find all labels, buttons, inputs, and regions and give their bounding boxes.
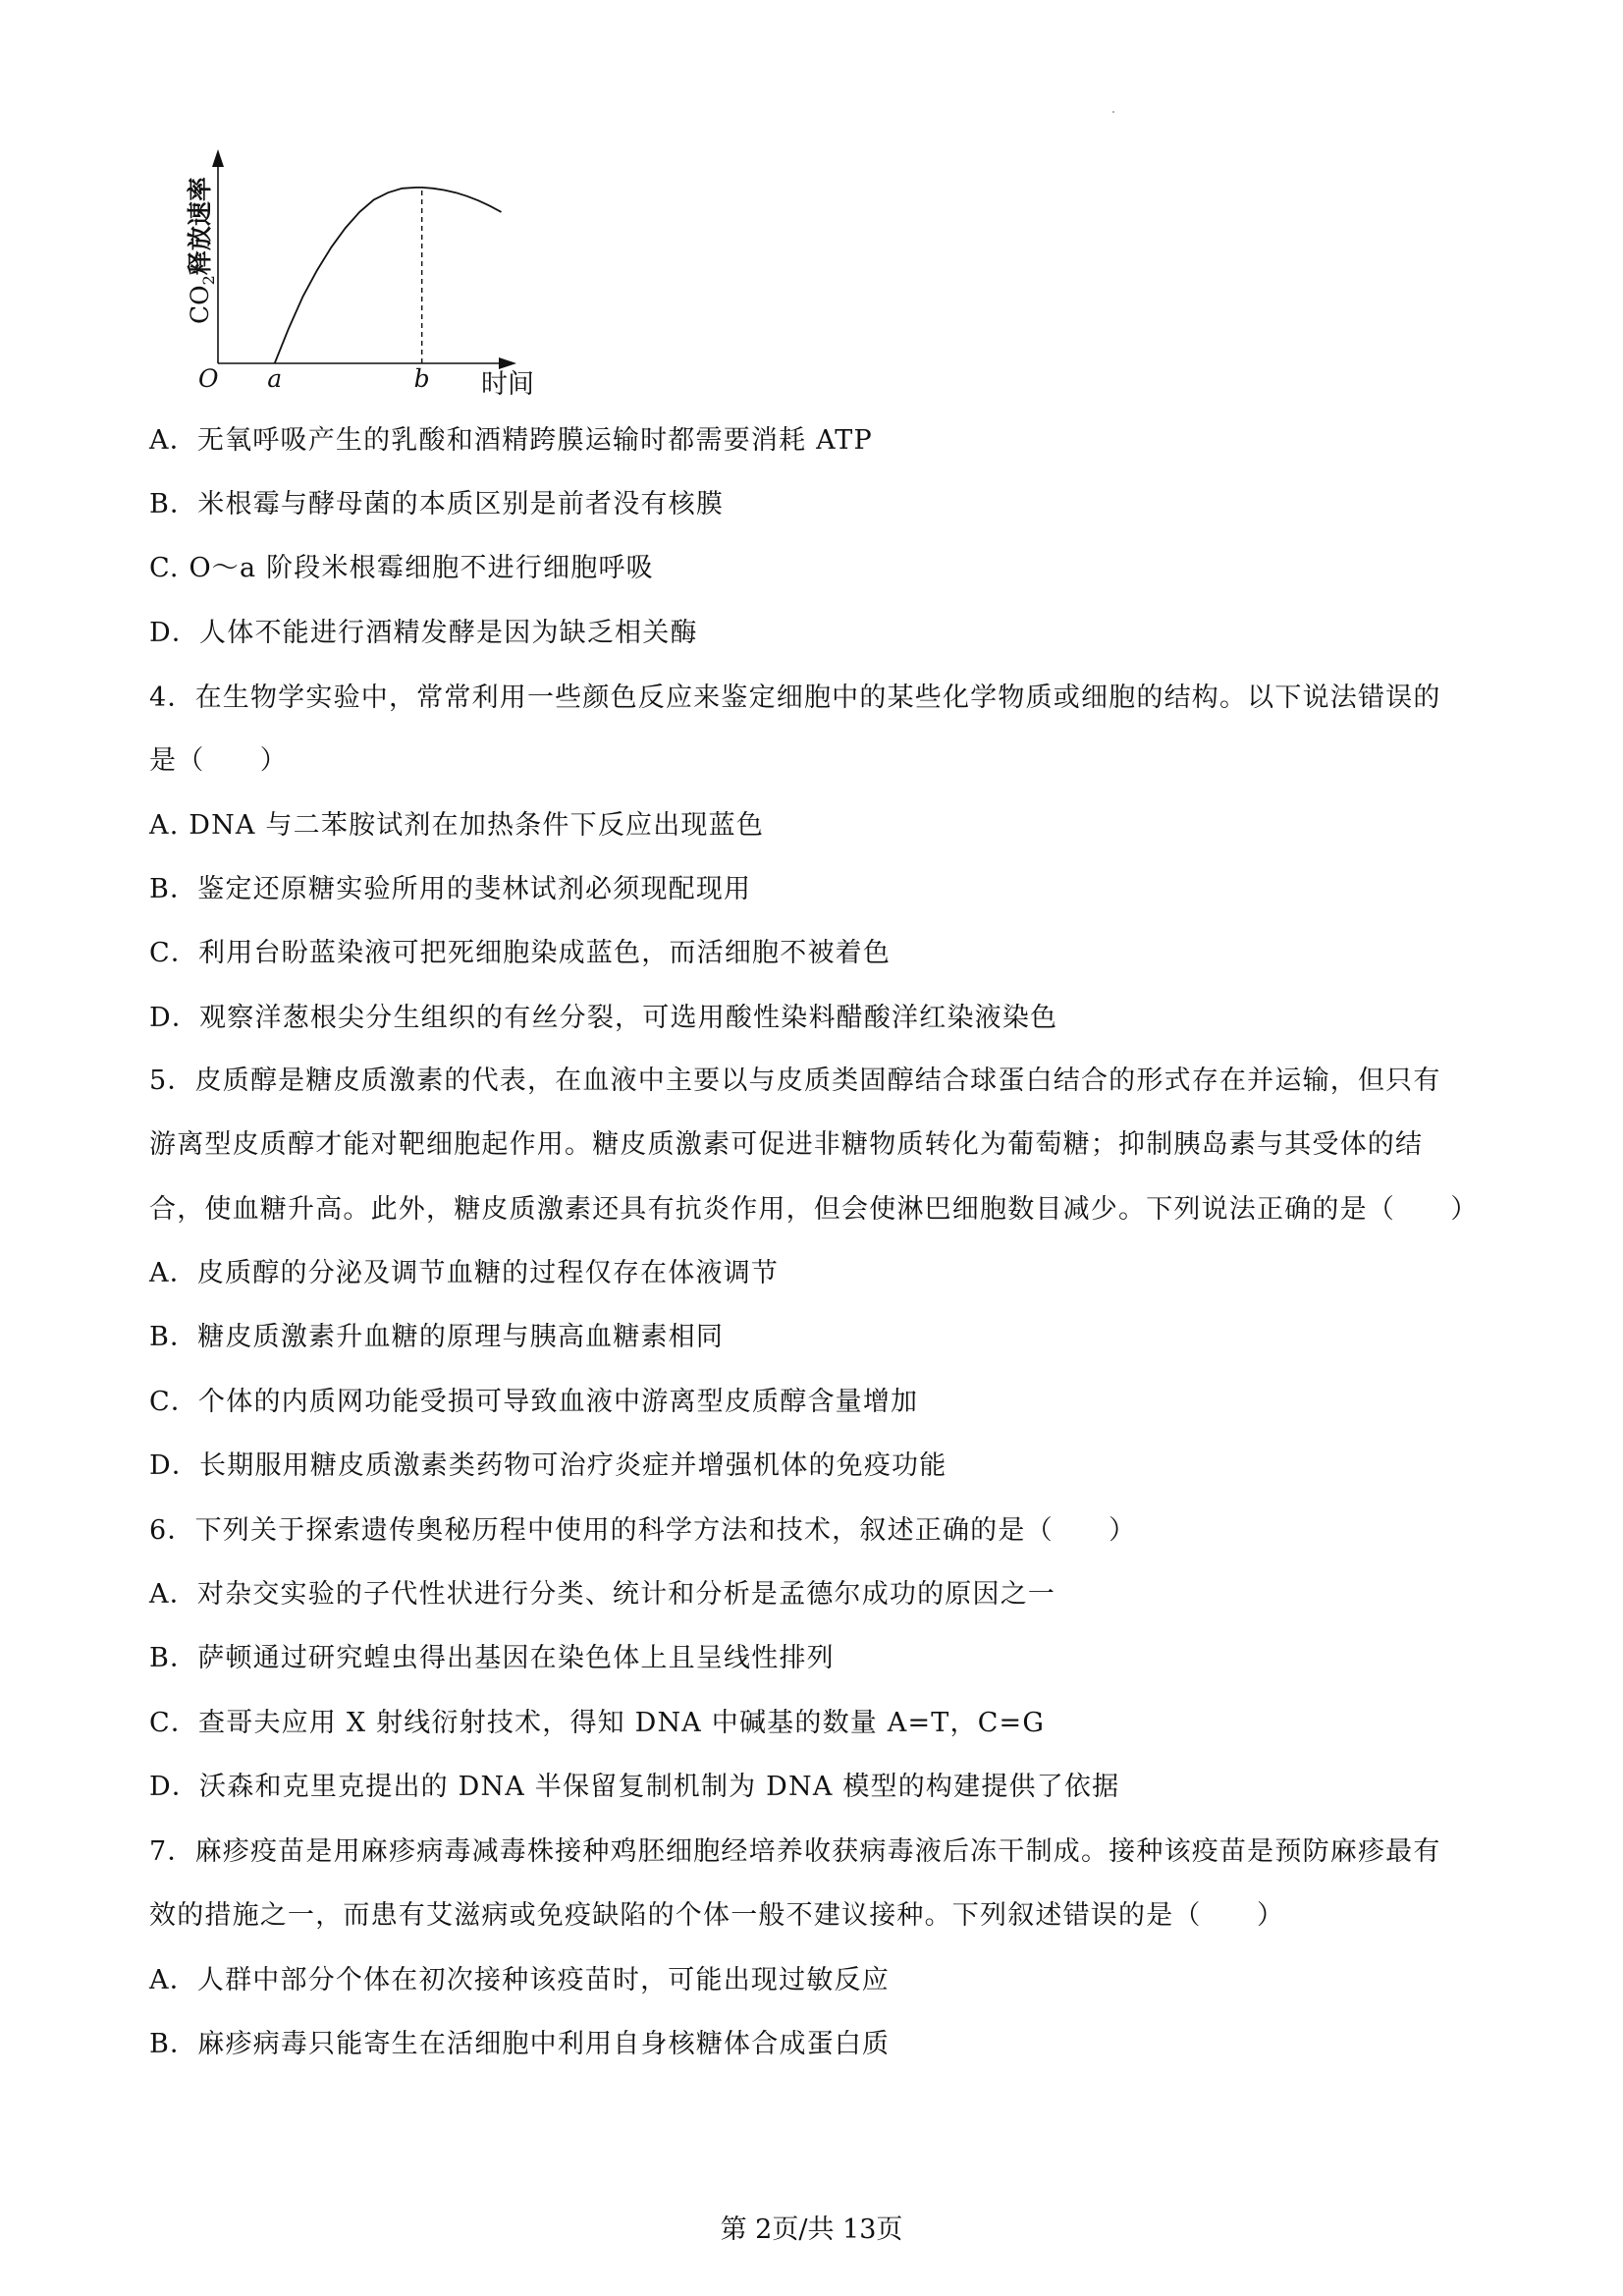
text-line: A．皮质醇的分泌及调节血糖的过程仅存在体液调节 xyxy=(149,1258,780,1288)
y-axis-label-subscript: 2 xyxy=(199,275,218,286)
text-line: B．萨顿通过研究蝗虫得出基因在染色体上且呈线性排列 xyxy=(149,1643,835,1673)
text-line: 合，使血糖升高。此外，糖皮质激素还具有抗炎作用，但会使淋巴细胞数目减少。下列说法正确的是（ ） xyxy=(149,1194,1479,1225)
text-line: C．个体的内质网功能受损可导致血液中游离型皮质醇含量增加 xyxy=(149,1387,919,1417)
text-line: A．对杂交实验的子代性状进行分类、统计和分析是孟德尔成功的原因之一 xyxy=(149,1579,1056,1610)
y-axis-arrow xyxy=(212,149,224,167)
text-line: B．米根霉与酵母菌的本质区别是前者没有核膜 xyxy=(149,489,725,519)
text-line: 游离型皮质醇才能对靶细胞起作用。糖皮质激素可促进非糖物质转化为葡萄糖；抑制胰岛素与其受体的结 xyxy=(149,1129,1424,1160)
text-line: 是（ ） xyxy=(149,745,288,776)
scan-speck xyxy=(1112,111,1114,113)
text-line: C．利用台盼蓝染液可把死细胞染成蓝色，而活细胞不被着色 xyxy=(149,938,892,968)
text-line: B．糖皮质激素升血糖的原理与胰高血糖素相同 xyxy=(149,1322,725,1352)
y-axis-label-co: CO xyxy=(186,285,214,324)
text-line: A．人群中部分个体在初次接种该疫苗时，可能出现过敏反应 xyxy=(149,1965,890,1995)
text-line: D．长期服用糖皮质激素类药物可治疗炎症并增强机体的免疫功能 xyxy=(149,1450,947,1481)
text-line: C．查哥夫应用 X 射线衍射技术，得知 DNA 中碱基的数量 A=T，C=G xyxy=(149,1708,1046,1738)
text-line: D．人体不能进行酒精发酵是因为缺乏相关酶 xyxy=(149,618,698,648)
text-line: D．沃森和克里克提出的 DNA 半保留复制机制为 DNA 模型的构建提供了依据 xyxy=(149,1772,1120,1802)
text-line: 效的措施之一，而患有艾滋病或免疫缺陷的个体一般不建议接种。下列叙述错误的是（ ） xyxy=(149,1900,1285,1931)
x-axis-label: 时间 xyxy=(481,369,534,400)
text-line: D．观察洋葱根尖分生组织的有丝分裂，可选用酸性染料醋酸洋红染液染色 xyxy=(149,1003,1058,1033)
text-line: A．无氧呼吸产生的乳酸和酒精跨膜运输时都需要消耗 ATP xyxy=(149,425,873,456)
co2-rate-curve xyxy=(275,188,502,363)
text-line: C. O～a 阶段米根霉细胞不进行细胞呼吸 xyxy=(149,553,654,583)
text-line: B．鉴定还原糖实验所用的斐林试剂必须现配现用 xyxy=(149,874,752,904)
co2-release-rate-chart xyxy=(186,137,534,403)
x-tick-label-a: a xyxy=(267,364,283,393)
origin-label: O xyxy=(198,364,219,393)
text-line: 7．麻疹疫苗是用麻疹病毒减毒株接种鸡胚细胞经培养收获病毒液后冻干制成。接种该疫苗是预防麻疹最有 xyxy=(149,1836,1441,1867)
text-line: A. DNA 与二苯胺试剂在加热条件下反应出现蓝色 xyxy=(149,810,765,841)
y-axis-label xyxy=(186,177,218,324)
text-line: 5．皮质醇是糖皮质激素的代表，在血液中主要以与皮质类固醇结合球蛋白结合的形式存在并运输，但只有 xyxy=(149,1066,1441,1096)
y-axis-label-text: 释放速率 xyxy=(186,177,214,276)
page-footer: 第 2页/共 13页 xyxy=(720,2214,903,2245)
text-line: 6．下列关于探索遗传奥秘历程中使用的科学方法和技术，叙述正确的是（ ） xyxy=(149,1515,1137,1546)
x-tick-label-b: b xyxy=(413,364,430,393)
text-line: B．麻疹病毒只能寄生在活细胞中利用自身核糖体合成蛋白质 xyxy=(149,2029,891,2059)
text-line: 4．在生物学实验中，常常利用一些颜色反应来鉴定细胞中的某些化学物质或细胞的结构。以下说法错误的 xyxy=(149,683,1441,713)
x-axis-arrow xyxy=(499,357,516,369)
